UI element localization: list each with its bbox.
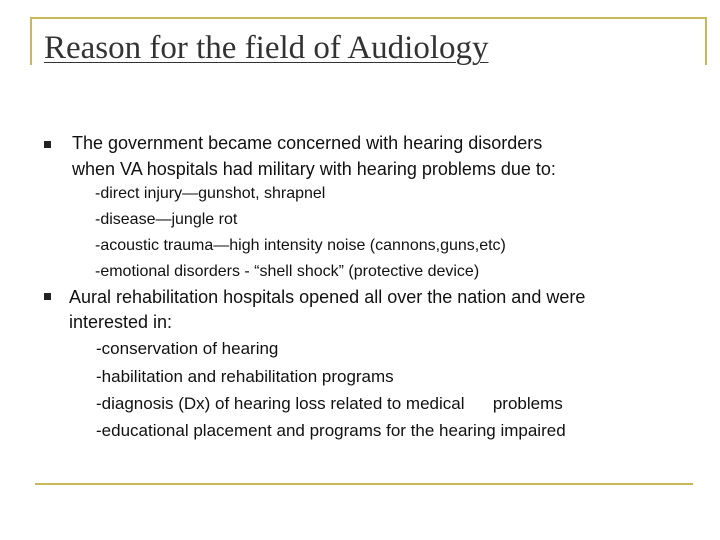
bullet-1-subitem-2: -disease—jungle rot [95, 211, 238, 228]
bullet-marker-1 [44, 141, 51, 148]
bullet-2-line-2: interested in: [69, 312, 173, 332]
bullet-marker-2 [44, 293, 51, 300]
bullet-1-subitem-1: -direct injury—gunshot, shrapnel [95, 185, 326, 202]
bullet-2-subitem-3: -diagnosis (Dx) of hearing loss related to medical problems [96, 394, 563, 413]
frame-top-rule [30, 17, 707, 19]
bullet-1-subitem-3: -acoustic trauma—high intensity noise (cannons,guns,etc) [95, 237, 506, 254]
bullet-2-subitem-2: -habilitation and rehabilitation programs [96, 367, 394, 386]
bullet-2-line-1: Aural rehabilitation hospitals opened all over the nation and were [69, 287, 586, 307]
bullet-1-line-1: The government became concerned with hearing disorders [72, 133, 543, 153]
bullet-1-subitem-4: -emotional disorders - “shell shock” (protective device) [95, 263, 480, 280]
bullet-2-subitem-4: -educational placement and programs for the hearing impaired [96, 421, 566, 440]
bullet-2-subitem-1: -conservation of hearing [96, 339, 279, 358]
frame-right-rule [705, 17, 707, 65]
bullet-1-line-2: when VA hospitals had military with hearing problems due to: [72, 159, 556, 179]
frame-left-rule [30, 17, 32, 65]
slide-title: Reason for the field of Audiology [44, 30, 489, 66]
frame-bottom-rule [35, 483, 693, 485]
